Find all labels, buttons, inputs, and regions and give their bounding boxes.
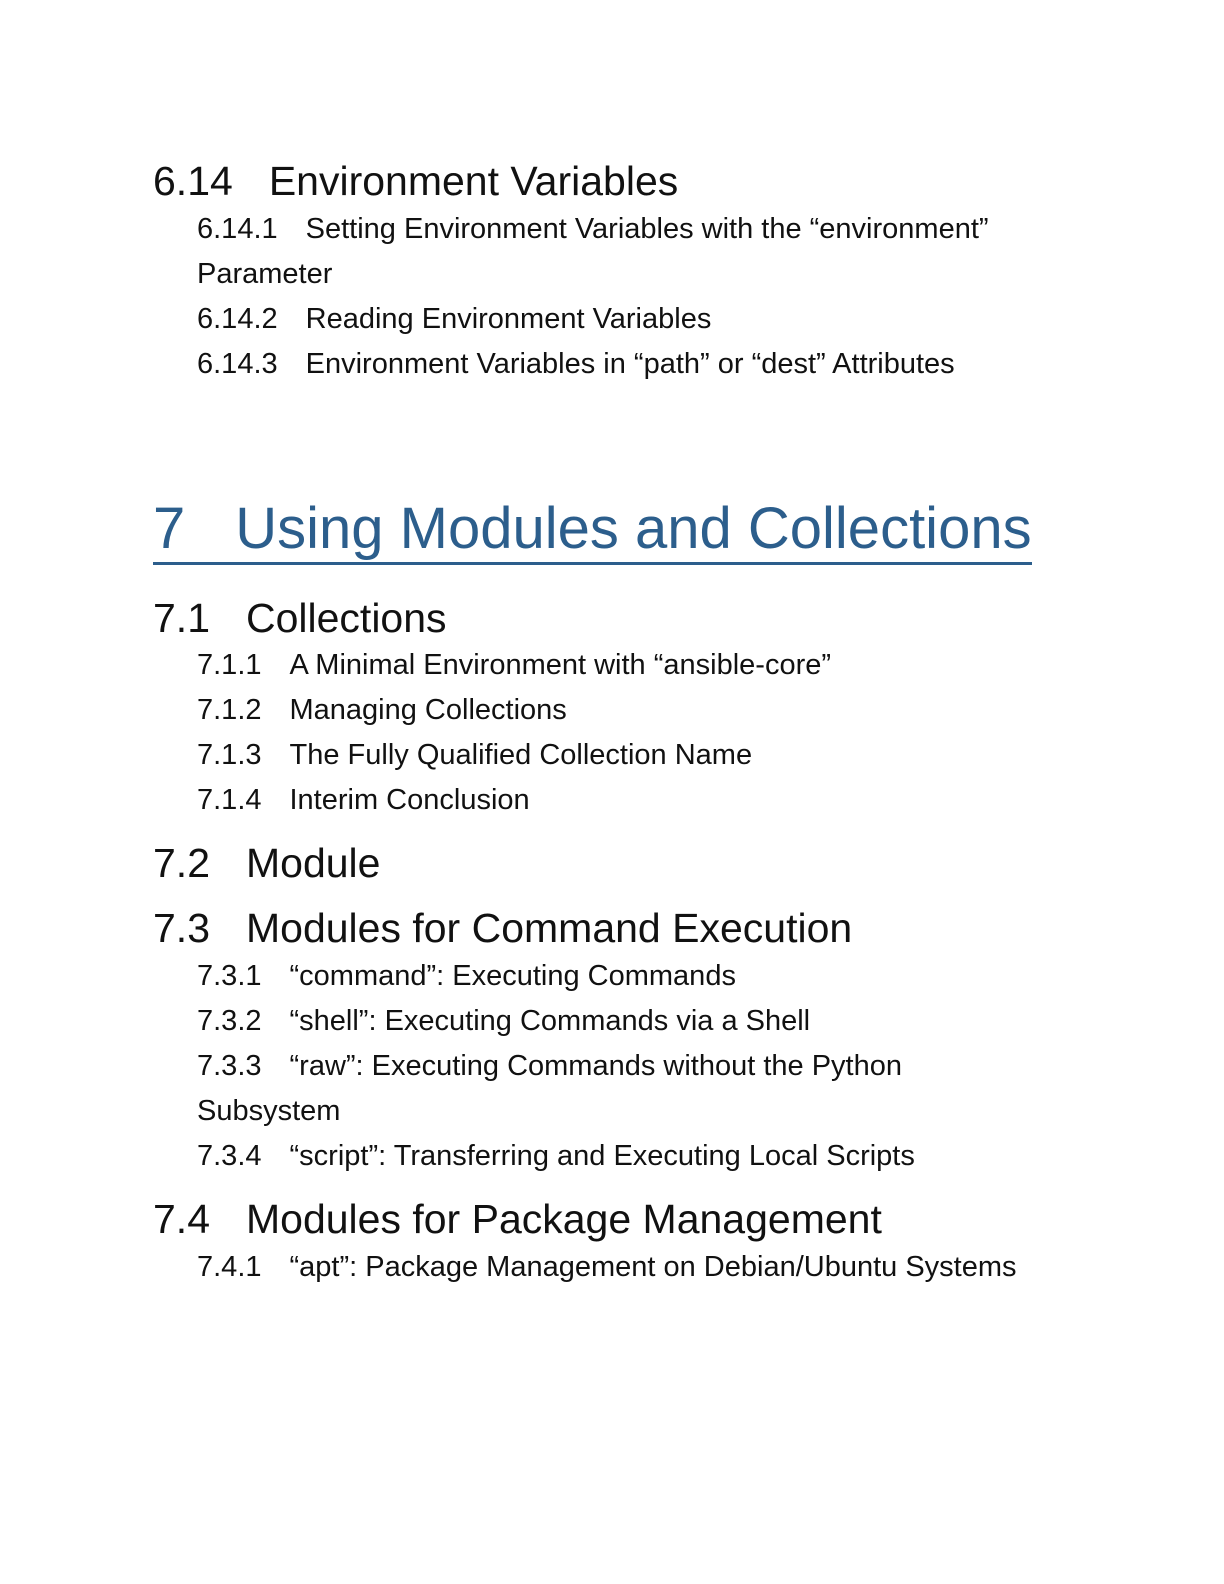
- subsection-number: 7.4.1: [197, 1251, 262, 1283]
- subsection-heading-7-1-2: [197, 688, 1037, 733]
- subsection-number: 6.14.3: [197, 348, 278, 380]
- section-title: Module: [246, 840, 381, 886]
- section-title: Collections: [246, 595, 447, 641]
- subsection-number: 7.1.1: [197, 649, 262, 681]
- subsection-heading-7-1-1: [197, 643, 1037, 688]
- subsection-number: 7.3.1: [197, 960, 262, 992]
- subsection-title: Managing Collections: [289, 694, 567, 726]
- subsection-number: 7.1.4: [197, 784, 262, 816]
- section-title: Modules for Command Execution: [246, 905, 853, 951]
- subsection-heading-6-14-1: [197, 207, 1037, 297]
- section-title: Environment Variables: [268, 158, 679, 204]
- subsection-heading-7-1-4: [197, 778, 1037, 823]
- section-heading-7-4: [153, 1195, 882, 1243]
- section-number: 7.2: [153, 840, 210, 886]
- subsection-title: Environment Variables in “path” or “dest” Attributes: [305, 348, 955, 380]
- subsection-number: 7.1.2: [197, 694, 262, 726]
- subsection-number: 7.1.3: [197, 739, 262, 771]
- subsection-number: 7.3.2: [197, 1005, 262, 1037]
- section-number: 7.3: [153, 905, 210, 951]
- subsection-title: “command”: Executing Commands: [289, 960, 736, 992]
- section-number: 6.14: [153, 158, 233, 204]
- subsection-title: The Fully Qualified Collection Name: [289, 739, 753, 771]
- chapter-heading-7: [153, 496, 1032, 565]
- subsection-heading-7-3-4: [197, 1134, 1037, 1179]
- subsection-title: “shell”: Executing Commands via a Shell: [289, 1005, 811, 1037]
- section-heading-7-3: [153, 904, 852, 952]
- chapter-title: Using Modules and Collections: [235, 496, 1032, 561]
- subsection-heading-7-3-1: [197, 954, 1037, 999]
- section-heading-7-2: [153, 839, 380, 887]
- subsection-heading-7-1-3: [197, 733, 1037, 778]
- section-number: 7.4: [153, 1196, 210, 1242]
- subsection-heading-7-3-2: [197, 999, 1037, 1044]
- subsection-title: “raw”: Executing Commands without the Python Subsystem: [197, 1050, 902, 1127]
- section-heading-7-1: [153, 594, 447, 642]
- chapter-number: 7: [153, 496, 186, 561]
- section-heading-6-14: [153, 157, 678, 205]
- subsection-heading-7-3-3: [197, 1044, 1037, 1134]
- subsection-title: “apt”: Package Management on Debian/Ubuntu Systems: [289, 1251, 1017, 1283]
- subsection-title: “script”: Transferring and Executing Local Scripts: [289, 1140, 915, 1172]
- subsection-number: 6.14.2: [197, 303, 278, 335]
- subsection-title: Setting Environment Variables with the “environment” Parameter: [197, 213, 989, 290]
- subsection-title: Interim Conclusion: [289, 784, 530, 816]
- subsection-number: 7.3.3: [197, 1050, 262, 1082]
- subsection-heading-6-14-3: [197, 342, 1037, 387]
- section-title: Modules for Package Management: [246, 1196, 882, 1242]
- subsection-number: 7.3.4: [197, 1140, 262, 1172]
- subsection-title: A Minimal Environment with “ansible-core”: [289, 649, 832, 681]
- subsection-title: Reading Environment Variables: [305, 303, 712, 335]
- subsection-number: 6.14.1: [197, 213, 278, 245]
- section-number: 7.1: [153, 595, 210, 641]
- subsection-heading-6-14-2: [197, 297, 1037, 342]
- subsection-heading-7-4-1: [197, 1245, 1037, 1290]
